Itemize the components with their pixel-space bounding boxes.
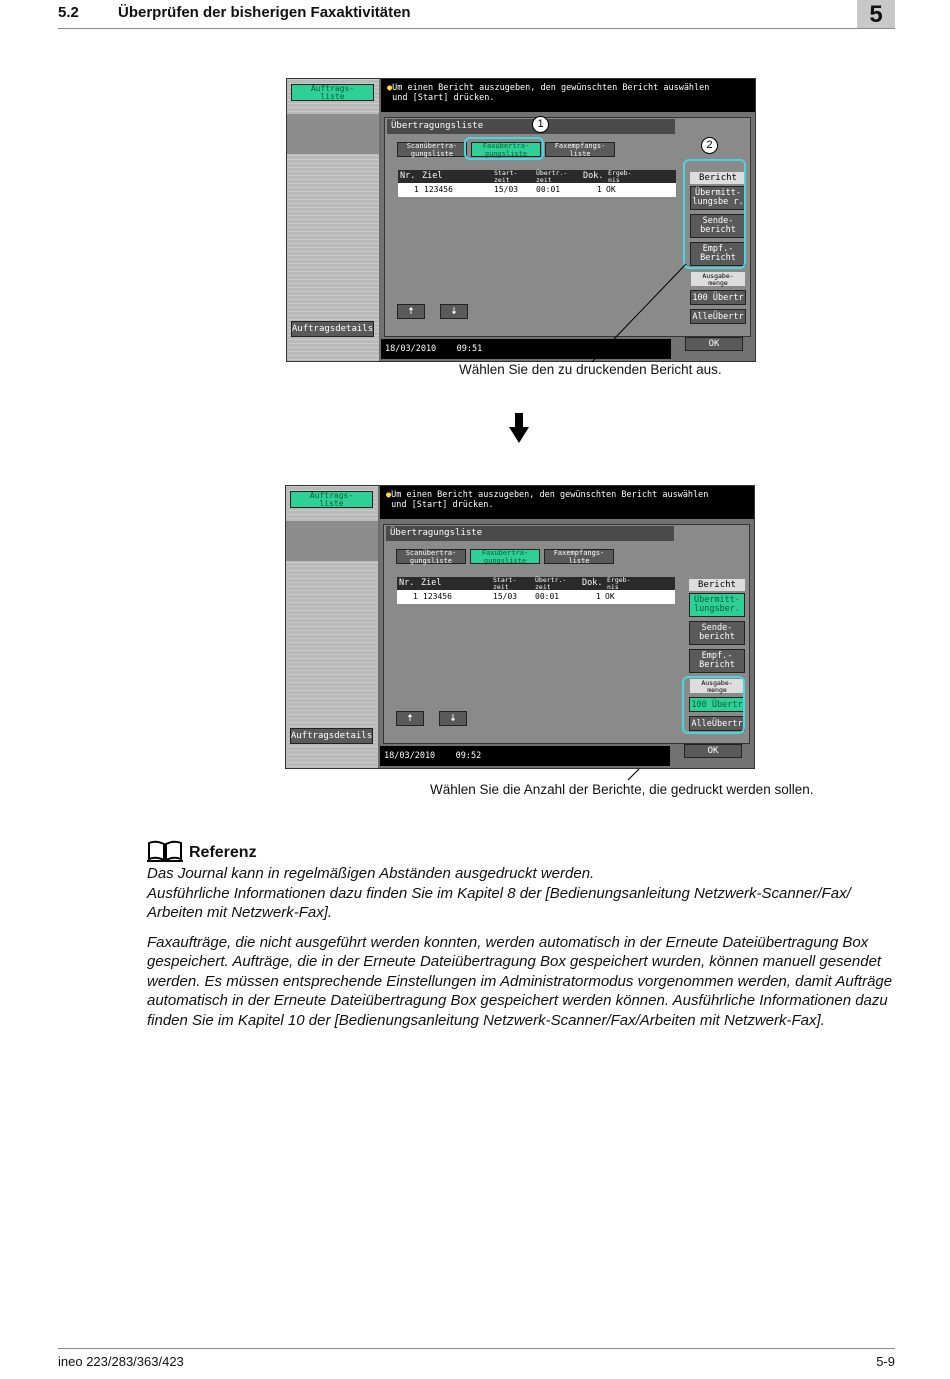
cell-result: OK: [606, 185, 616, 194]
scroll-down-icon[interactable]: 🠇: [439, 711, 467, 726]
col-result: Ergeb- nis: [608, 169, 632, 184]
all-transmissions-button[interactable]: AlleÜbertr: [689, 716, 745, 731]
highlight-quantity-buttons: [682, 676, 745, 734]
send-report-button[interactable]: Sende- bericht: [690, 214, 746, 238]
cell-start: 15/03: [493, 592, 518, 601]
lightbulb-icon: ●: [387, 83, 393, 93]
scroll-up-icon[interactable]: 🠅: [396, 711, 424, 726]
datetime-bar: 18/03/2010 09:52: [380, 746, 670, 766]
table-header: [397, 577, 675, 590]
job-list-button[interactable]: Auftrags- liste: [291, 84, 374, 101]
chapter-badge: 5: [857, 0, 895, 28]
report-header: Bericht: [690, 172, 746, 184]
col-docs: Dok.: [582, 578, 603, 588]
cell-nr: 1: [414, 185, 419, 194]
section-title: Überprüfen der bisherigen Faxaktivitäten: [118, 4, 411, 21]
book-icon: [147, 840, 183, 862]
cell-transmit: 00:01: [536, 185, 561, 194]
reference-title: Referenz: [189, 844, 257, 861]
col-docs: Dok.: [583, 171, 604, 181]
cell-docs: 1: [597, 185, 602, 194]
down-arrow-icon: [509, 413, 529, 445]
last-100-button[interactable]: 100 Übertr: [689, 697, 745, 712]
send-report-button[interactable]: Sende- bericht: [689, 621, 745, 645]
col-start-time: Start- zeit: [494, 169, 518, 184]
col-nr: Nr.: [400, 171, 416, 181]
col-transmit-time: Übertr.- zeit: [535, 576, 567, 591]
panel-title: Übertragungsliste: [387, 119, 675, 134]
reference-section: [147, 840, 907, 1030]
reference-line-1: Das Journal kann in regelmäßigen Abständen ausgedruckt werden.: [147, 865, 595, 882]
reference-paragraph-2: Faxaufträge, die nicht ausgeführt werden konnten, werden automatisch in der Erneute Dateiübertragung Box gespeichert. Aufträge, die in der Erneute Dateiübertragung Box gespeichert wurden, können manuell gesendet werden. Es müssen entsprechende Einstellungen im Administratormodus vorgenommen werden, damit Aufträge automatisch in der Erneute Dateiübertragung Box gespeichert werden können. Ausführliche Informationen dazu finden Sie im Kapitel 10 der [Bedienungsanleitung Netzwerk-Scanner/Fax/Arbeiten mit Netzwerk-Fax].: [147, 933, 893, 1029]
cell-start: 15/03: [494, 185, 519, 194]
ok-button[interactable]: OK: [685, 337, 743, 351]
last-100-button[interactable]: 100 Übertr: [690, 290, 746, 305]
tab-scan-transmission[interactable]: Scanübertra- gungsliste: [396, 549, 466, 564]
col-target: Ziel: [421, 578, 442, 588]
tab-fax-transmission[interactable]: Faxübertra- gungsliste: [470, 549, 540, 564]
transmission-report-button[interactable]: Übermitt- lungsbe r.: [690, 186, 746, 210]
caption-1: Wählen Sie den zu druckenden Bericht aus.: [459, 362, 722, 377]
footer-page-number: 5-9: [876, 1354, 895, 1369]
main-area: [380, 486, 754, 768]
quantity-header: Ausgabe- menge: [690, 679, 744, 693]
message-bar: [380, 486, 754, 519]
callout-2: 2: [701, 137, 718, 154]
panel-title: Übertragungsliste: [386, 526, 674, 541]
ok-button[interactable]: OK: [684, 744, 742, 758]
scroll-down-icon[interactable]: 🠇: [440, 304, 468, 319]
reference-heading: [147, 840, 907, 864]
screenshot-quantity-selection: [285, 485, 755, 769]
page-footer: [58, 1348, 895, 1369]
callout-1: 1: [532, 116, 549, 133]
table-row[interactable]: [397, 590, 675, 604]
reference-line-3: Arbeiten mit Netzwerk-Fax].: [147, 904, 333, 921]
col-start-time: Start- zeit: [493, 576, 517, 591]
datetime-bar: 18/03/2010 09:51: [381, 339, 671, 359]
cell-result: OK: [605, 592, 615, 601]
section-number: 5.2: [58, 4, 79, 21]
cell-docs: 1: [596, 592, 601, 601]
tab-fax-reception[interactable]: Faxempfangs- liste: [545, 142, 615, 157]
sidebar: [286, 486, 378, 768]
lightbulb-icon: ●: [386, 490, 392, 500]
transmission-table: [397, 577, 675, 604]
reference-line-2: Ausführliche Informationen dazu finden Sie im Kapitel 8 der [Bedienungsanleitung Netzwerk-Scanner/Fax/: [147, 884, 851, 902]
job-list-button[interactable]: Auftrags- liste: [290, 491, 373, 508]
caption-2: Wählen Sie die Anzahl der Berichte, die gedruckt werden sollen.: [430, 782, 814, 797]
cell-target: 123456: [423, 592, 452, 601]
tab-fax-transmission[interactable]: Faxübertra- gungsliste: [471, 142, 541, 157]
message-text: Um einen Bericht auszugeben, den gewünschten Bericht auswählen und [Start] drücken.: [391, 490, 709, 510]
cell-target: 123456: [424, 185, 453, 194]
all-transmissions-button[interactable]: AlleÜbertr: [690, 309, 746, 324]
quantity-header: Ausgabe- menge: [691, 272, 745, 286]
receive-report-button[interactable]: Empf.- Bericht: [689, 649, 745, 673]
job-details-button[interactable]: Auftragsdetails: [291, 321, 374, 337]
col-result: Ergeb- nis: [607, 576, 631, 591]
col-nr: Nr.: [399, 578, 415, 588]
receive-report-button[interactable]: Empf.- Bericht: [690, 242, 746, 266]
job-details-button[interactable]: Auftragsdetails: [290, 728, 373, 744]
transmission-report-button[interactable]: Übermitt- lungsber.: [689, 593, 745, 617]
scroll-up-icon[interactable]: 🠅: [397, 304, 425, 319]
tab-fax-reception[interactable]: Faxempfangs- liste: [544, 549, 614, 564]
cell-transmit: 00:01: [535, 592, 560, 601]
report-header: Bericht: [689, 579, 745, 591]
footer-model: ineo 223/283/363/423: [58, 1354, 184, 1369]
col-transmit-time: Übertr.- zeit: [536, 169, 568, 184]
tab-scan-transmission[interactable]: Scanübertra- gungsliste: [397, 142, 467, 157]
message-text: Um einen Bericht auszugeben, den gewünschten Bericht auswählen und [Start] drücken.: [392, 83, 710, 103]
col-target: Ziel: [422, 171, 443, 181]
cell-nr: 1: [413, 592, 418, 601]
